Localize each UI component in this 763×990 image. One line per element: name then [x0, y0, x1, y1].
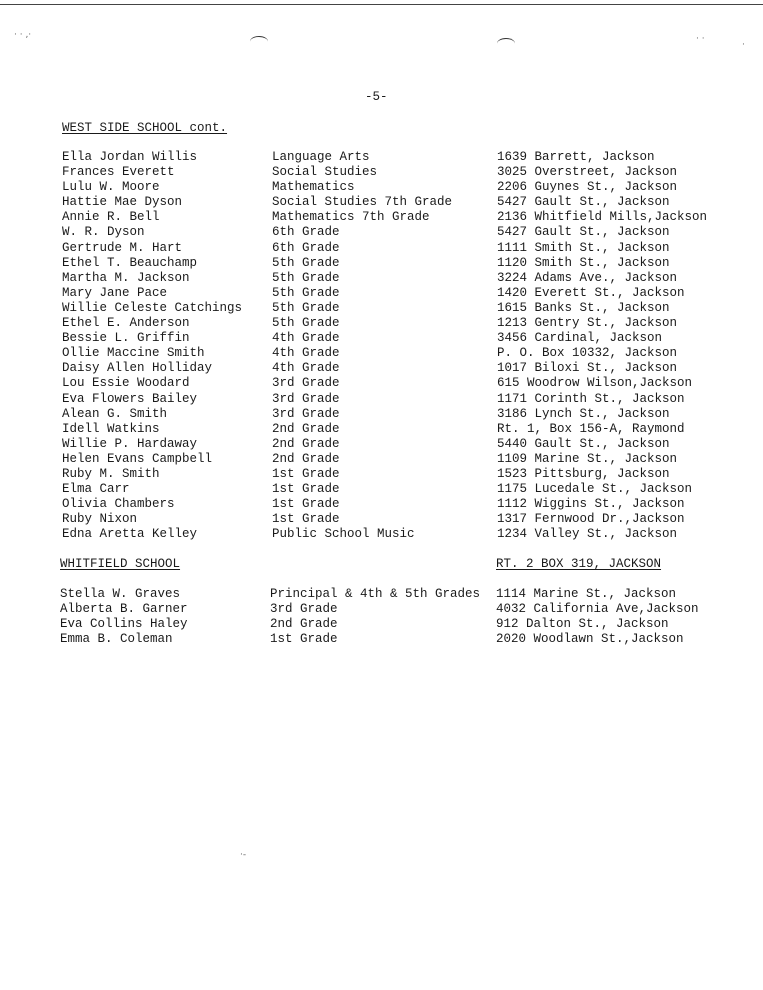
staff-assignment: 1st Grade [272, 482, 340, 497]
staff-name: Alean G. Smith [62, 406, 168, 421]
staff-row [0, 587, 763, 602]
staff-assignment: 6th Grade [272, 240, 340, 255]
scan-speck: · [742, 40, 745, 50]
staff-row [0, 210, 763, 225]
staff-assignment: 3rd Grade [270, 602, 338, 617]
staff-name: Bessie L. Griffin [62, 331, 190, 346]
staff-row [0, 331, 763, 346]
staff-name: Alberta B. Garner [60, 602, 188, 617]
staff-name: Lou Essie Woodard [62, 376, 190, 391]
staff-address: 1317 Fernwood Dr.,Jackson [497, 512, 685, 527]
staff-address: 2136 Whitfield Mills,Jackson [497, 210, 708, 225]
staff-assignment: Principal & 4th & 5th Grades [270, 587, 481, 601]
staff-assignment: 1st Grade [272, 512, 340, 527]
staff-address: 3186 Lynch St., Jackson [497, 406, 670, 421]
whitfield-staff-list [0, 587, 763, 647]
staff-assignment: 6th Grade [272, 225, 340, 240]
staff-row [0, 150, 763, 165]
staff-address: 1109 Marine St., Jackson [497, 451, 678, 466]
staff-assignment: 3rd Grade [272, 391, 340, 406]
staff-row [0, 376, 763, 391]
staff-address: 1171 Corinth St., Jackson [497, 391, 685, 406]
staff-address: Rt. 1, Box 156-A, Raymond [497, 421, 685, 436]
staff-address: 2020 Woodlawn St.,Jackson [496, 632, 684, 647]
staff-address: 1615 Banks St., Jackson [497, 300, 670, 315]
staff-address: 1111 Smith St., Jackson [497, 240, 670, 255]
staff-assignment: 4th Grade [272, 361, 340, 376]
staff-assignment: 2nd Grade [270, 617, 338, 632]
staff-assignment: Mathematics [272, 180, 355, 195]
staff-name: Helen Evans Campbell [62, 451, 213, 466]
punch-hole-mark-left [250, 36, 268, 47]
staff-address: 2206 Guynes St., Jackson [497, 180, 678, 195]
staff-assignment: 5th Grade [272, 270, 340, 285]
staff-row [0, 180, 763, 195]
staff-address: 1420 Everett St., Jackson [497, 285, 685, 300]
staff-row [0, 437, 763, 452]
staff-address: 1120 Smith St., Jackson [497, 255, 670, 270]
staff-row [0, 452, 763, 467]
staff-row [0, 346, 763, 361]
staff-name: Gertrude M. Hart [62, 240, 183, 255]
staff-row [0, 316, 763, 331]
staff-name: Stella W. Graves [60, 587, 181, 601]
staff-assignment: Social Studies [272, 165, 378, 180]
staff-name: Eva Collins Haley [60, 617, 188, 632]
staff-address: 1114 Marine St., Jackson [496, 587, 677, 601]
staff-row [0, 392, 763, 407]
staff-assignment: 2nd Grade [272, 451, 340, 466]
staff-row [0, 407, 763, 422]
staff-name: Ruby Nixon [62, 512, 138, 527]
whitfield-school-address: RT. 2 BOX 319, JACKSON [496, 557, 662, 571]
staff-assignment: 3rd Grade [272, 406, 340, 421]
staff-name: Ethel T. Beauchamp [62, 255, 198, 270]
staff-assignment: 1st Grade [272, 466, 340, 481]
staff-assignment: 3rd Grade [272, 376, 340, 391]
staff-address: 3456 Cardinal, Jackson [497, 331, 663, 346]
staff-address: 1523 Pittsburg, Jackson [497, 466, 670, 481]
staff-row [0, 301, 763, 316]
staff-row [0, 497, 763, 512]
page-number: -5- [365, 90, 388, 104]
staff-address: 912 Dalton St., Jackson [496, 617, 669, 632]
staff-assignment: Language Arts [272, 150, 370, 164]
staff-address: 1213 Gentry St., Jackson [497, 316, 678, 331]
staff-address: 3025 Overstreet, Jackson [497, 165, 678, 180]
staff-address: 5440 Gault St., Jackson [497, 436, 670, 451]
staff-row [0, 241, 763, 256]
staff-name: Ella Jordan Willis [62, 150, 198, 164]
staff-assignment: 4th Grade [272, 346, 340, 361]
staff-row [0, 225, 763, 240]
staff-name: Elma Carr [62, 482, 130, 497]
staff-name: Willie Celeste Catchings [62, 300, 243, 315]
staff-row [0, 271, 763, 286]
west-side-staff-list [0, 150, 763, 542]
staff-row [0, 602, 763, 617]
staff-row [0, 632, 763, 647]
staff-address: 1112 Wiggins St., Jackson [497, 497, 685, 512]
staff-name: Edna Aretta Kelley [62, 527, 198, 542]
staff-address: 1017 Biloxi St., Jackson [497, 361, 678, 376]
scan-speck: · · ,· [14, 30, 32, 40]
staff-assignment: 1st Grade [272, 497, 340, 512]
staff-assignment: Public School Music [272, 527, 415, 542]
staff-assignment: Mathematics 7th Grade [272, 210, 430, 225]
staff-row [0, 422, 763, 437]
section-heading-west-side: WEST SIDE SCHOOL cont. [62, 121, 228, 135]
punch-hole-mark-right [497, 38, 515, 49]
staff-assignment: 2nd Grade [272, 421, 340, 436]
staff-name: Lulu W. Moore [62, 180, 160, 195]
staff-row [0, 361, 763, 376]
staff-name: Ethel E. Anderson [62, 316, 190, 331]
staff-name: Willie P. Hardaway [62, 436, 198, 451]
staff-row [0, 467, 763, 482]
staff-address: 615 Woodrow Wilson,Jackson [497, 376, 693, 391]
scan-speck: ·- [240, 850, 247, 860]
staff-name: W. R. Dyson [62, 225, 145, 240]
staff-name: Emma B. Coleman [60, 632, 173, 647]
staff-row [0, 512, 763, 527]
staff-name: Idell Watkins [62, 421, 160, 436]
staff-assignment: 5th Grade [272, 255, 340, 270]
staff-assignment: 5th Grade [272, 300, 340, 315]
staff-assignment: 2nd Grade [272, 436, 340, 451]
staff-address: 4032 California Ave,Jackson [496, 602, 699, 617]
staff-name: Annie R. Bell [62, 210, 160, 225]
staff-address: 5427 Gault St., Jackson [497, 195, 670, 210]
staff-name: Frances Everett [62, 165, 175, 180]
staff-name: Eva Flowers Bailey [62, 391, 198, 406]
staff-address: 1234 Valley St., Jackson [497, 527, 678, 542]
staff-assignment: Social Studies 7th Grade [272, 195, 453, 210]
staff-assignment: 5th Grade [272, 316, 340, 331]
section-heading-whitfield: WHITFIELD SCHOOL [60, 557, 181, 571]
staff-assignment: 1st Grade [270, 632, 338, 647]
staff-row [0, 527, 763, 542]
staff-row [0, 165, 763, 180]
staff-row [0, 617, 763, 632]
staff-row [0, 482, 763, 497]
staff-address: 1639 Barrett, Jackson [497, 150, 655, 164]
staff-name: Martha M. Jackson [62, 270, 190, 285]
staff-address: 1175 Lucedale St., Jackson [497, 482, 693, 497]
staff-assignment: 5th Grade [272, 285, 340, 300]
staff-assignment: 4th Grade [272, 331, 340, 346]
staff-address: 5427 Gault St., Jackson [497, 225, 670, 240]
scan-top-edge [0, 4, 763, 5]
staff-row [0, 256, 763, 271]
staff-address: P. O. Box 10332, Jackson [497, 346, 678, 361]
staff-row [0, 286, 763, 301]
staff-name: Olivia Chambers [62, 497, 175, 512]
staff-address: 3224 Adams Ave., Jackson [497, 270, 678, 285]
staff-name: Hattie Mae Dyson [62, 195, 183, 210]
staff-name: Ollie Maccine Smith [62, 346, 205, 361]
staff-name: Ruby M. Smith [62, 466, 160, 481]
staff-name: Daisy Allen Holliday [62, 361, 213, 376]
staff-row [0, 195, 763, 210]
staff-name: Mary Jane Pace [62, 285, 168, 300]
scan-speck: · · [696, 34, 705, 44]
